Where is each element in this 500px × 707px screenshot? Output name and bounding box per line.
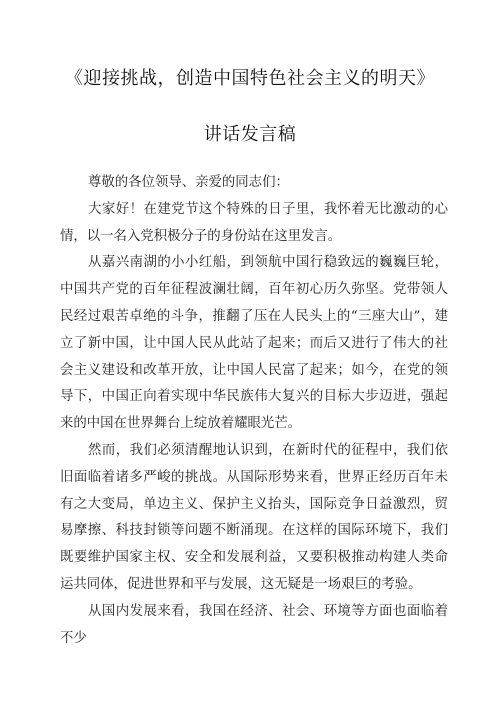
body-paragraph: 从国内发展来看，我国在经济、社会、环境等方面也面临着不少 — [60, 603, 448, 646]
salutation-paragraph: 尊敬的各位领导、亲爱的同志们： — [88, 175, 289, 190]
body-paragraph: 从嘉兴南湖的小小红船，到领航中国行稳致远的巍巍巨轮，中国共产党的百年征程波澜壮阔，百年初心历久弥坚。党带领人民经过艰苦卓绝的斗争，推翻了压在人民头上的“三座大山”，建立了新中国，让中国人民从此站了起来；而后又进行了伟大的社会主义建设和改革开放，让中国人民富了起来；如今，在党的领导下，中国正向着实现中华民族伟大复兴的目标大步迈进，强起来的中国在世界舞台上绽放着耀眼光芒。 — [60, 255, 448, 432]
body-paragraph: 大家好！在建党节这个特殊的日子里，我怀着无比激动的心情，以一名入党积极分子的身份站在这里发言。 — [60, 201, 448, 244]
document-body — [60, 170, 448, 652]
document-title: 《迎接挑战，创造中国特色社会主义的明天》 — [65, 68, 435, 89]
document-subtitle: 讲话发言稿 — [203, 124, 297, 145]
body-paragraph: 然而，我们必须清醒地认识到，在新时代的征程中，我们依旧面临着诸多严峻的挑战。从国际形势来看，世界正经历百年未有之大变局，单边主义、保护主义抬头，国际竞争日益激烈，贸易摩擦、科技封锁等问题不断涌现。在这样的国际环境下，我们既要维护国家主权、安全和发展利益，又要积极推动构建人类命运共同体，促进世界和平与发展，这无疑是一场艰巨的考验。 — [60, 442, 448, 592]
